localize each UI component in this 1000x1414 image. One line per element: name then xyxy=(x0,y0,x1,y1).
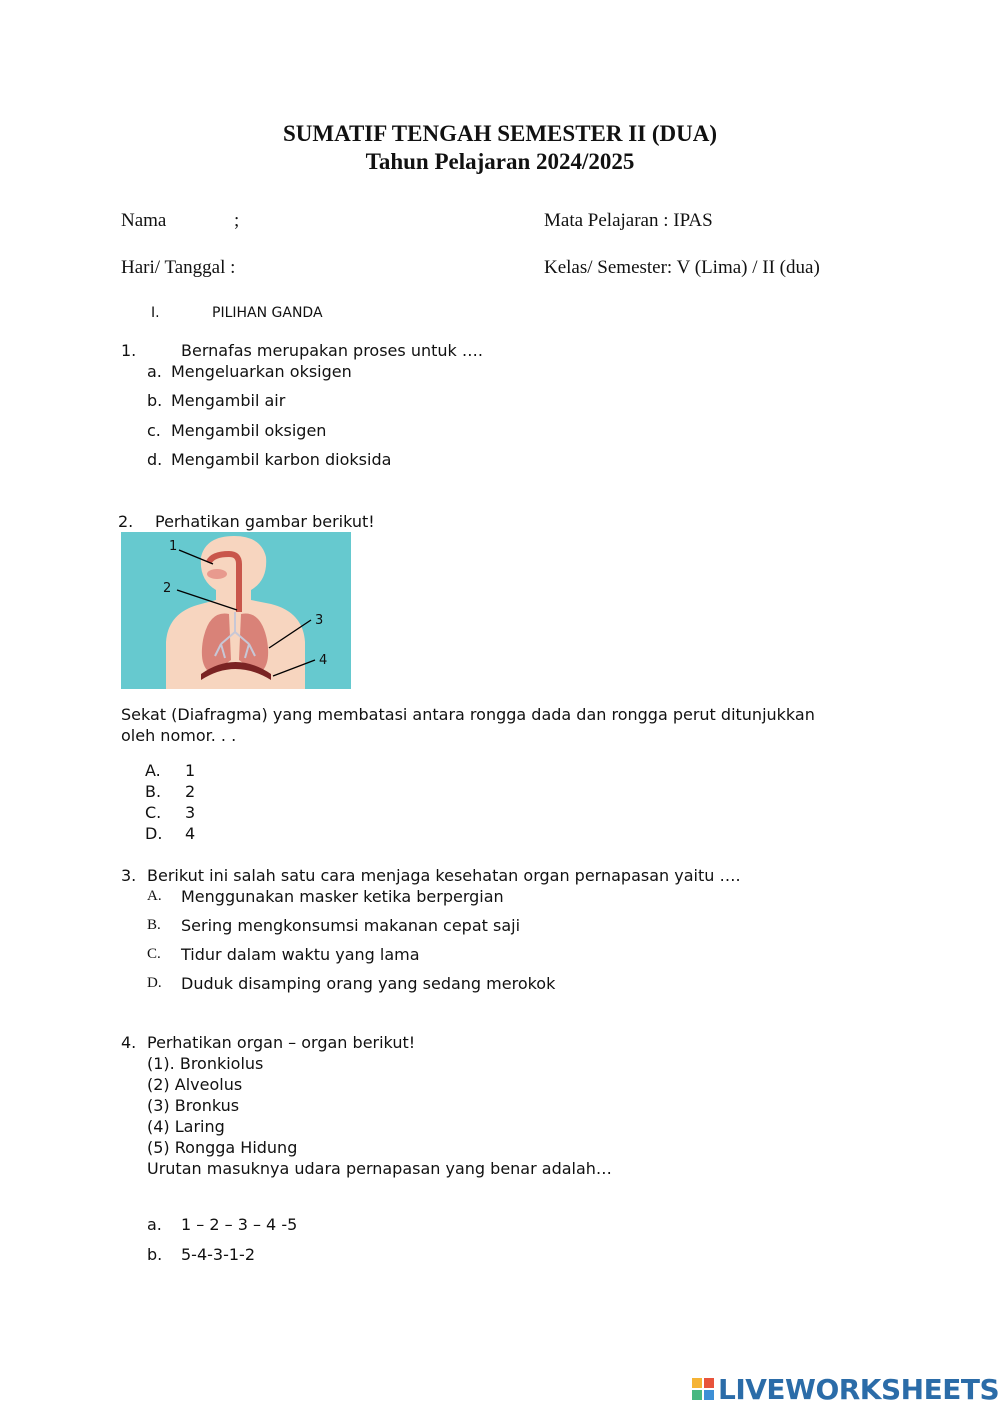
logo-grid-icon xyxy=(692,1378,714,1400)
q1-option-text[interactable]: Mengeluarkan oksigen xyxy=(171,362,352,381)
q3-option-text[interactable]: Tidur dalam waktu yang lama xyxy=(181,945,420,964)
q3-option-letter: B. xyxy=(147,917,161,933)
q4-organ-item: (2) Alveolus xyxy=(147,1075,243,1094)
q4-organ-item: (1). Bronkiolus xyxy=(147,1054,264,1073)
q4-question: Urutan masuknya udara pernapasan yang benar adalah… xyxy=(147,1159,612,1178)
section-number: I. xyxy=(151,305,160,321)
mouth-cavity xyxy=(207,569,227,579)
q3-text: Berikut ini salah satu cara menjaga kesehatan organ pernapasan yaitu …. xyxy=(147,866,741,885)
figure-label-2: 2 xyxy=(163,581,172,596)
page-title: SUMATIF TENGAH SEMESTER II (DUA) xyxy=(282,121,718,146)
q2-option-text[interactable]: 3 xyxy=(185,803,196,822)
section-title: PILIHAN GANDA xyxy=(212,305,323,321)
q2-option-letter: C. xyxy=(145,803,162,822)
figure-label-4: 4 xyxy=(319,653,328,668)
q2-option-text[interactable]: 1 xyxy=(185,761,196,780)
nama-separator: ; xyxy=(234,210,240,231)
q4-text: Perhatikan organ – organ berikut! xyxy=(147,1033,416,1052)
q1-option-letter: a. xyxy=(147,362,162,381)
q1-number: 1. xyxy=(121,341,137,360)
q4-organ-item: (5) Rongga Hidung xyxy=(147,1138,298,1157)
q2-option-letter: D. xyxy=(145,824,163,843)
q2-question-line: oleh nomor. . . xyxy=(121,726,237,745)
q4-option-text[interactable]: 5-4-3-1-2 xyxy=(181,1245,255,1264)
q3-option-text[interactable]: Menggunakan masker ketika berpergian xyxy=(181,887,504,906)
q3-option-text[interactable]: Sering mengkonsumsi makanan cepat saji xyxy=(181,916,521,935)
subject-label: Mata Pelajaran : IPAS xyxy=(544,210,713,231)
q3-number: 3. xyxy=(121,866,137,885)
brand-text: LIVEWORKSHEETS xyxy=(718,1372,1000,1406)
date-label: Hari/ Tanggal : xyxy=(121,257,236,278)
respiratory-system-figure xyxy=(121,532,351,689)
q3-option-letter: C. xyxy=(147,946,161,962)
q1-option-text[interactable]: Mengambil oksigen xyxy=(171,421,327,440)
q3-option-text[interactable]: Duduk disamping orang yang sedang merokok xyxy=(181,974,556,993)
nama-label: Nama xyxy=(121,210,167,231)
q2-question-line: Sekat (Diafragma) yang membatasi antara rongga dada dan rongga perut ditunjukkan xyxy=(121,705,815,724)
liveworksheets-logo[interactable] xyxy=(692,1372,999,1406)
q1-option-text[interactable]: Mengambil karbon dioksida xyxy=(171,450,392,469)
q1-option-letter: b. xyxy=(147,391,163,410)
q2-option-text[interactable]: 2 xyxy=(185,782,196,801)
q4-organ-item: (3) Bronkus xyxy=(147,1096,240,1115)
q2-option-letter: B. xyxy=(145,782,162,801)
q4-number: 4. xyxy=(121,1033,137,1052)
q1-option-letter: d. xyxy=(147,450,163,469)
q2-number: 2. xyxy=(118,512,134,531)
q2-option-text[interactable]: 4 xyxy=(185,824,196,843)
q1-option-letter: c. xyxy=(147,421,161,440)
figure-label-3: 3 xyxy=(315,613,324,628)
q1-option-text[interactable]: Mengambil air xyxy=(171,391,286,410)
page-subtitle: Tahun Pelajaran 2024/2025 xyxy=(365,149,635,174)
q3-option-letter: A. xyxy=(147,888,162,904)
q4-organ-item: (4) Laring xyxy=(147,1117,225,1136)
q3-option-letter: D. xyxy=(147,975,162,991)
q1-text: Bernafas merupakan proses untuk …. xyxy=(181,341,483,360)
q4-option-letter: b. xyxy=(147,1245,163,1264)
figure-label-1: 1 xyxy=(169,539,178,554)
q2-text: Perhatikan gambar berikut! xyxy=(155,512,375,531)
q2-option-letter: A. xyxy=(145,761,161,780)
class-semester-label: Kelas/ Semester: V (Lima) / II (dua) xyxy=(544,257,820,278)
q4-option-text[interactable]: 1 – 2 – 3 – 4 -5 xyxy=(181,1215,298,1234)
q4-option-letter: a. xyxy=(147,1215,162,1234)
